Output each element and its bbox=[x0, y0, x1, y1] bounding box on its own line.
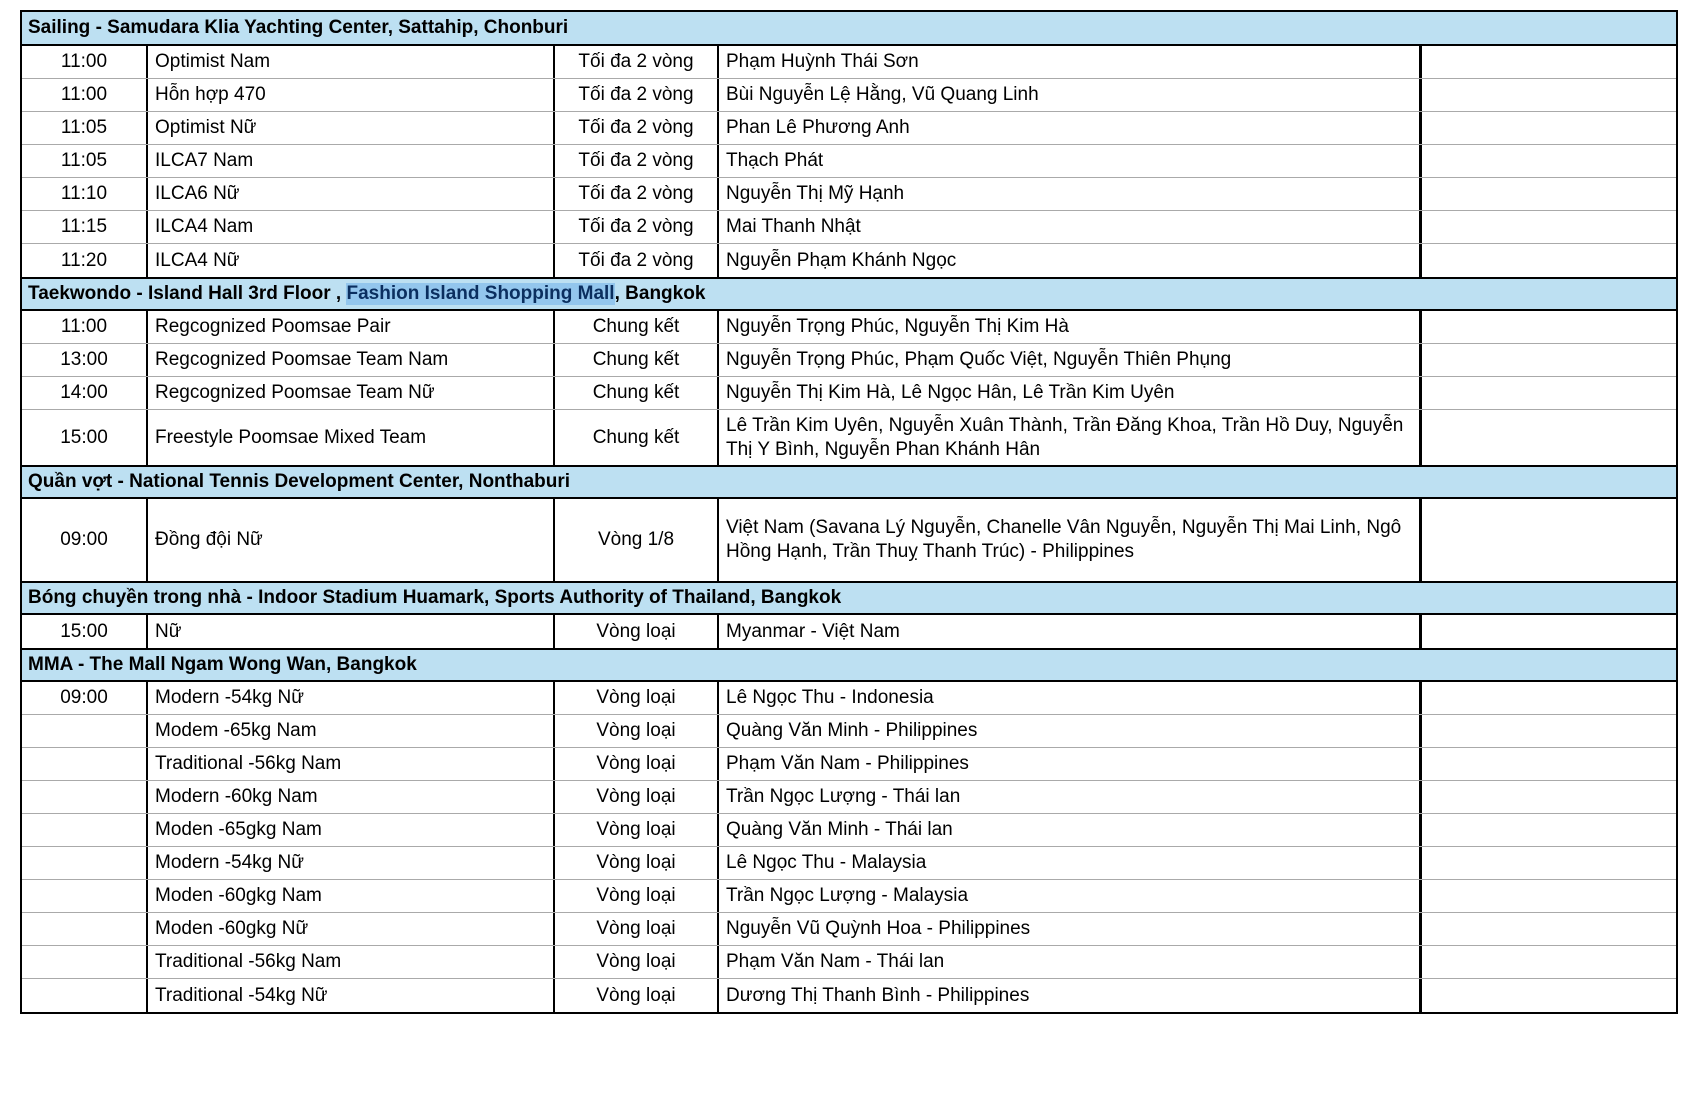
section-title-text: , Bangkok bbox=[614, 283, 706, 304]
notes-cell[interactable] bbox=[1422, 46, 1676, 78]
participants-cell[interactable]: Nguyễn Vũ Quỳnh Hoa - Philippines bbox=[719, 913, 1422, 945]
schedule-row bbox=[22, 913, 1676, 946]
time-cell[interactable]: 11:20 bbox=[22, 244, 148, 277]
section-header-cell[interactable] bbox=[22, 277, 1676, 311]
time-cell[interactable]: 15:00 bbox=[22, 410, 148, 465]
schedule-row bbox=[22, 46, 1676, 79]
section-header-cell[interactable] bbox=[22, 581, 1676, 615]
schedule-row bbox=[22, 499, 1676, 581]
schedule-row bbox=[22, 344, 1676, 377]
participants-cell[interactable]: Nguyễn Thị Kim Hà, Lê Ngọc Hân, Lê Trần Kim Uyên bbox=[719, 377, 1422, 409]
section-title-text: MMA - The Mall Ngam Wong Wan, Bangkok bbox=[28, 654, 417, 675]
round-cell[interactable]: Vòng 1/8 bbox=[555, 499, 719, 581]
schedule-section bbox=[22, 277, 1676, 465]
event-cell[interactable]: Regcognized Poomsae Team Nam bbox=[148, 344, 555, 376]
section-title-highlighted-text: Fashion Island Shopping Mall bbox=[346, 283, 615, 304]
time-cell[interactable] bbox=[22, 946, 148, 978]
schedule-row bbox=[22, 715, 1676, 748]
time-cell[interactable]: 14:00 bbox=[22, 377, 148, 409]
participants-cell[interactable]: Quàng Văn Minh - Thái lan bbox=[719, 814, 1422, 846]
notes-cell[interactable] bbox=[1422, 748, 1676, 780]
participants-cell[interactable]: Bùi Nguyễn Lệ Hằng, Vũ Quang Linh bbox=[719, 79, 1422, 111]
round-cell[interactable]: Vòng loại bbox=[555, 946, 719, 978]
round-cell[interactable]: Vòng loại bbox=[555, 880, 719, 912]
section-header-cell[interactable] bbox=[22, 12, 1676, 46]
round-cell[interactable]: Vòng loại bbox=[555, 715, 719, 747]
notes-cell[interactable] bbox=[1422, 211, 1676, 243]
event-cell[interactable]: ILCA7 Nam bbox=[148, 145, 555, 177]
participants-cell[interactable]: Lê Trần Kim Uyên, Nguyễn Xuân Thành, Trần Đăng Khoa, Trần Hồ Duy, Nguyễn Thị Y Bình, Nguyễn Phan Khánh Hân bbox=[719, 410, 1422, 465]
event-cell[interactable]: Traditional -54kg Nữ bbox=[148, 979, 555, 1012]
schedule-section bbox=[22, 648, 1676, 1012]
time-cell[interactable] bbox=[22, 814, 148, 846]
participants-cell[interactable]: Trần Ngọc Lượng - Thái lan bbox=[719, 781, 1422, 813]
time-cell[interactable]: 09:00 bbox=[22, 499, 148, 581]
round-cell[interactable]: Chung kết bbox=[555, 344, 719, 376]
time-cell[interactable]: 11:00 bbox=[22, 46, 148, 78]
event-cell[interactable]: Regcognized Poomsae Pair bbox=[148, 311, 555, 343]
event-cell[interactable]: ILCA6 Nữ bbox=[148, 178, 555, 210]
event-cell[interactable]: Moden -65gkg Nam bbox=[148, 814, 555, 846]
schedule-section bbox=[22, 581, 1676, 648]
participants-cell[interactable]: Myanmar - Việt Nam bbox=[719, 615, 1422, 648]
notes-cell[interactable] bbox=[1422, 946, 1676, 978]
event-cell[interactable]: Moden -60gkg Nữ bbox=[148, 913, 555, 945]
notes-cell[interactable] bbox=[1422, 814, 1676, 846]
notes-cell[interactable] bbox=[1422, 244, 1676, 277]
section-header-cell[interactable] bbox=[22, 648, 1676, 682]
notes-cell[interactable] bbox=[1422, 145, 1676, 177]
event-cell[interactable]: Freestyle Poomsae Mixed Team bbox=[148, 410, 555, 465]
schedule-row bbox=[22, 615, 1676, 648]
notes-cell[interactable] bbox=[1422, 344, 1676, 376]
event-cell[interactable]: Đồng đội Nữ bbox=[148, 499, 555, 581]
time-cell[interactable]: 15:00 bbox=[22, 615, 148, 648]
round-cell[interactable]: Vòng loại bbox=[555, 847, 719, 879]
notes-cell[interactable] bbox=[1422, 410, 1676, 465]
schedule-row bbox=[22, 211, 1676, 244]
participants-cell[interactable]: Trần Ngọc Lượng - Malaysia bbox=[719, 880, 1422, 912]
schedule-row bbox=[22, 814, 1676, 847]
participants-cell[interactable]: Việt Nam (Savana Lý Nguyễn, Chanelle Vân Nguyễn, Nguyễn Thị Mai Linh, Ngô Hồng Hạnh, Trần Thuỵ Thanh Trúc) - Philippines bbox=[719, 499, 1422, 581]
event-cell[interactable]: ILCA4 Nữ bbox=[148, 244, 555, 277]
notes-cell[interactable] bbox=[1422, 499, 1676, 581]
schedule-row bbox=[22, 377, 1676, 410]
notes-cell[interactable] bbox=[1422, 615, 1676, 648]
time-cell[interactable] bbox=[22, 979, 148, 1012]
section-title-text: Bóng chuyền trong nhà - Indoor Stadium Huamark, Sports Authority of Thailand, Bangkok bbox=[28, 587, 842, 608]
notes-cell[interactable] bbox=[1422, 311, 1676, 343]
section-title-text: Taekwondo - Island Hall 3rd Floor , bbox=[28, 283, 347, 304]
round-cell[interactable]: Tối đa 2 vòng bbox=[555, 211, 719, 243]
schedule-row bbox=[22, 311, 1676, 344]
section-title-text: Quần vợt - National Tennis Development Center, Nonthaburi bbox=[28, 471, 571, 492]
round-cell[interactable]: Vòng loại bbox=[555, 615, 719, 648]
event-cell[interactable]: Modern -60kg Nam bbox=[148, 781, 555, 813]
notes-cell[interactable] bbox=[1422, 880, 1676, 912]
participants-cell[interactable]: Phạm Văn Nam - Philippines bbox=[719, 748, 1422, 780]
round-cell[interactable]: Vòng loại bbox=[555, 682, 719, 714]
participants-cell[interactable]: Thạch Phát bbox=[719, 145, 1422, 177]
round-cell[interactable]: Tối đa 2 vòng bbox=[555, 178, 719, 210]
round-cell[interactable]: Vòng loại bbox=[555, 748, 719, 780]
schedule-row bbox=[22, 112, 1676, 145]
event-cell[interactable]: Optimist Nam bbox=[148, 46, 555, 78]
section-title-text: Sailing - Samudara Klia Yachting Center, Sattahip, Chonburi bbox=[28, 17, 569, 38]
schedule-row bbox=[22, 880, 1676, 913]
time-cell[interactable]: 13:00 bbox=[22, 344, 148, 376]
time-cell[interactable]: 11:05 bbox=[22, 145, 148, 177]
time-cell[interactable]: 09:00 bbox=[22, 682, 148, 714]
schedule-row bbox=[22, 79, 1676, 112]
event-cell[interactable]: Moden -60gkg Nam bbox=[148, 880, 555, 912]
schedule-table bbox=[20, 10, 1678, 1014]
participants-cell[interactable]: Phan Lê Phương Anh bbox=[719, 112, 1422, 144]
round-cell[interactable]: Tối đa 2 vòng bbox=[555, 112, 719, 144]
time-cell[interactable] bbox=[22, 748, 148, 780]
time-cell[interactable] bbox=[22, 847, 148, 879]
event-cell[interactable]: Modern -54kg Nữ bbox=[148, 682, 555, 714]
participants-cell[interactable]: Phạm Huỳnh Thái Sơn bbox=[719, 46, 1422, 78]
schedule-row bbox=[22, 178, 1676, 211]
schedule-row bbox=[22, 748, 1676, 781]
time-cell[interactable] bbox=[22, 781, 148, 813]
round-cell[interactable]: Vòng loại bbox=[555, 913, 719, 945]
time-cell[interactable] bbox=[22, 880, 148, 912]
notes-cell[interactable] bbox=[1422, 847, 1676, 879]
time-cell[interactable]: 11:15 bbox=[22, 211, 148, 243]
schedule-row bbox=[22, 410, 1676, 465]
event-cell[interactable]: ILCA4 Nam bbox=[148, 211, 555, 243]
notes-cell[interactable] bbox=[1422, 979, 1676, 1012]
schedule-row bbox=[22, 781, 1676, 814]
schedule-row bbox=[22, 979, 1676, 1012]
notes-cell[interactable] bbox=[1422, 178, 1676, 210]
participants-cell[interactable]: Nguyễn Trọng Phúc, Phạm Quốc Việt, Nguyễn Thiên Phụng bbox=[719, 344, 1422, 376]
time-cell[interactable]: 11:00 bbox=[22, 79, 148, 111]
notes-cell[interactable] bbox=[1422, 913, 1676, 945]
schedule-row bbox=[22, 946, 1676, 979]
participants-cell[interactable]: Dương Thị Thanh Bình - Philippines bbox=[719, 979, 1422, 1012]
participants-cell[interactable]: Phạm Văn Nam - Thái lan bbox=[719, 946, 1422, 978]
event-cell[interactable]: Modem -65kg Nam bbox=[148, 715, 555, 747]
time-cell[interactable]: 11:05 bbox=[22, 112, 148, 144]
time-cell[interactable]: 11:10 bbox=[22, 178, 148, 210]
schedule-row bbox=[22, 682, 1676, 715]
participants-cell[interactable]: Nguyễn Phạm Khánh Ngọc bbox=[719, 244, 1422, 277]
schedule-row bbox=[22, 244, 1676, 277]
notes-cell[interactable] bbox=[1422, 79, 1676, 111]
participants-cell[interactable]: Mai Thanh Nhật bbox=[719, 211, 1422, 243]
event-cell[interactable]: Hỗn hợp 470 bbox=[148, 79, 555, 111]
event-cell[interactable]: Modern -54kg Nữ bbox=[148, 847, 555, 879]
notes-cell[interactable] bbox=[1422, 715, 1676, 747]
participants-cell[interactable]: Lê Ngọc Thu - Malaysia bbox=[719, 847, 1422, 879]
notes-cell[interactable] bbox=[1422, 781, 1676, 813]
event-cell[interactable]: Nữ bbox=[148, 615, 555, 648]
section-header-cell[interactable] bbox=[22, 465, 1676, 499]
time-cell[interactable]: 11:00 bbox=[22, 311, 148, 343]
participants-cell[interactable]: Nguyễn Thị Mỹ Hạnh bbox=[719, 178, 1422, 210]
round-cell[interactable]: Tối đa 2 vòng bbox=[555, 145, 719, 177]
time-cell[interactable] bbox=[22, 715, 148, 747]
event-cell[interactable]: Traditional -56kg Nam bbox=[148, 946, 555, 978]
schedule-section bbox=[22, 12, 1676, 277]
notes-cell[interactable] bbox=[1422, 682, 1676, 714]
event-cell[interactable]: Optimist Nữ bbox=[148, 112, 555, 144]
round-cell[interactable]: Vòng loại bbox=[555, 781, 719, 813]
round-cell[interactable]: Tối đa 2 vòng bbox=[555, 46, 719, 78]
round-cell[interactable]: Chung kết bbox=[555, 410, 719, 465]
event-cell[interactable]: Regcognized Poomsae Team Nữ bbox=[148, 377, 555, 409]
schedule-section bbox=[22, 465, 1676, 581]
schedule-row bbox=[22, 847, 1676, 880]
participants-cell[interactable]: Lê Ngọc Thu - Indonesia bbox=[719, 682, 1422, 714]
time-cell[interactable] bbox=[22, 913, 148, 945]
round-cell[interactable]: Vòng loại bbox=[555, 979, 719, 1012]
round-cell[interactable]: Vòng loại bbox=[555, 814, 719, 846]
round-cell[interactable]: Chung kết bbox=[555, 377, 719, 409]
round-cell[interactable]: Chung kết bbox=[555, 311, 719, 343]
participants-cell[interactable]: Nguyễn Trọng Phúc, Nguyễn Thị Kim Hà bbox=[719, 311, 1422, 343]
round-cell[interactable]: Tối đa 2 vòng bbox=[555, 244, 719, 277]
round-cell[interactable]: Tối đa 2 vòng bbox=[555, 79, 719, 111]
participants-cell[interactable]: Quàng Văn Minh - Philippines bbox=[719, 715, 1422, 747]
notes-cell[interactable] bbox=[1422, 377, 1676, 409]
event-cell[interactable]: Traditional -56kg Nam bbox=[148, 748, 555, 780]
schedule-row bbox=[22, 145, 1676, 178]
notes-cell[interactable] bbox=[1422, 112, 1676, 144]
